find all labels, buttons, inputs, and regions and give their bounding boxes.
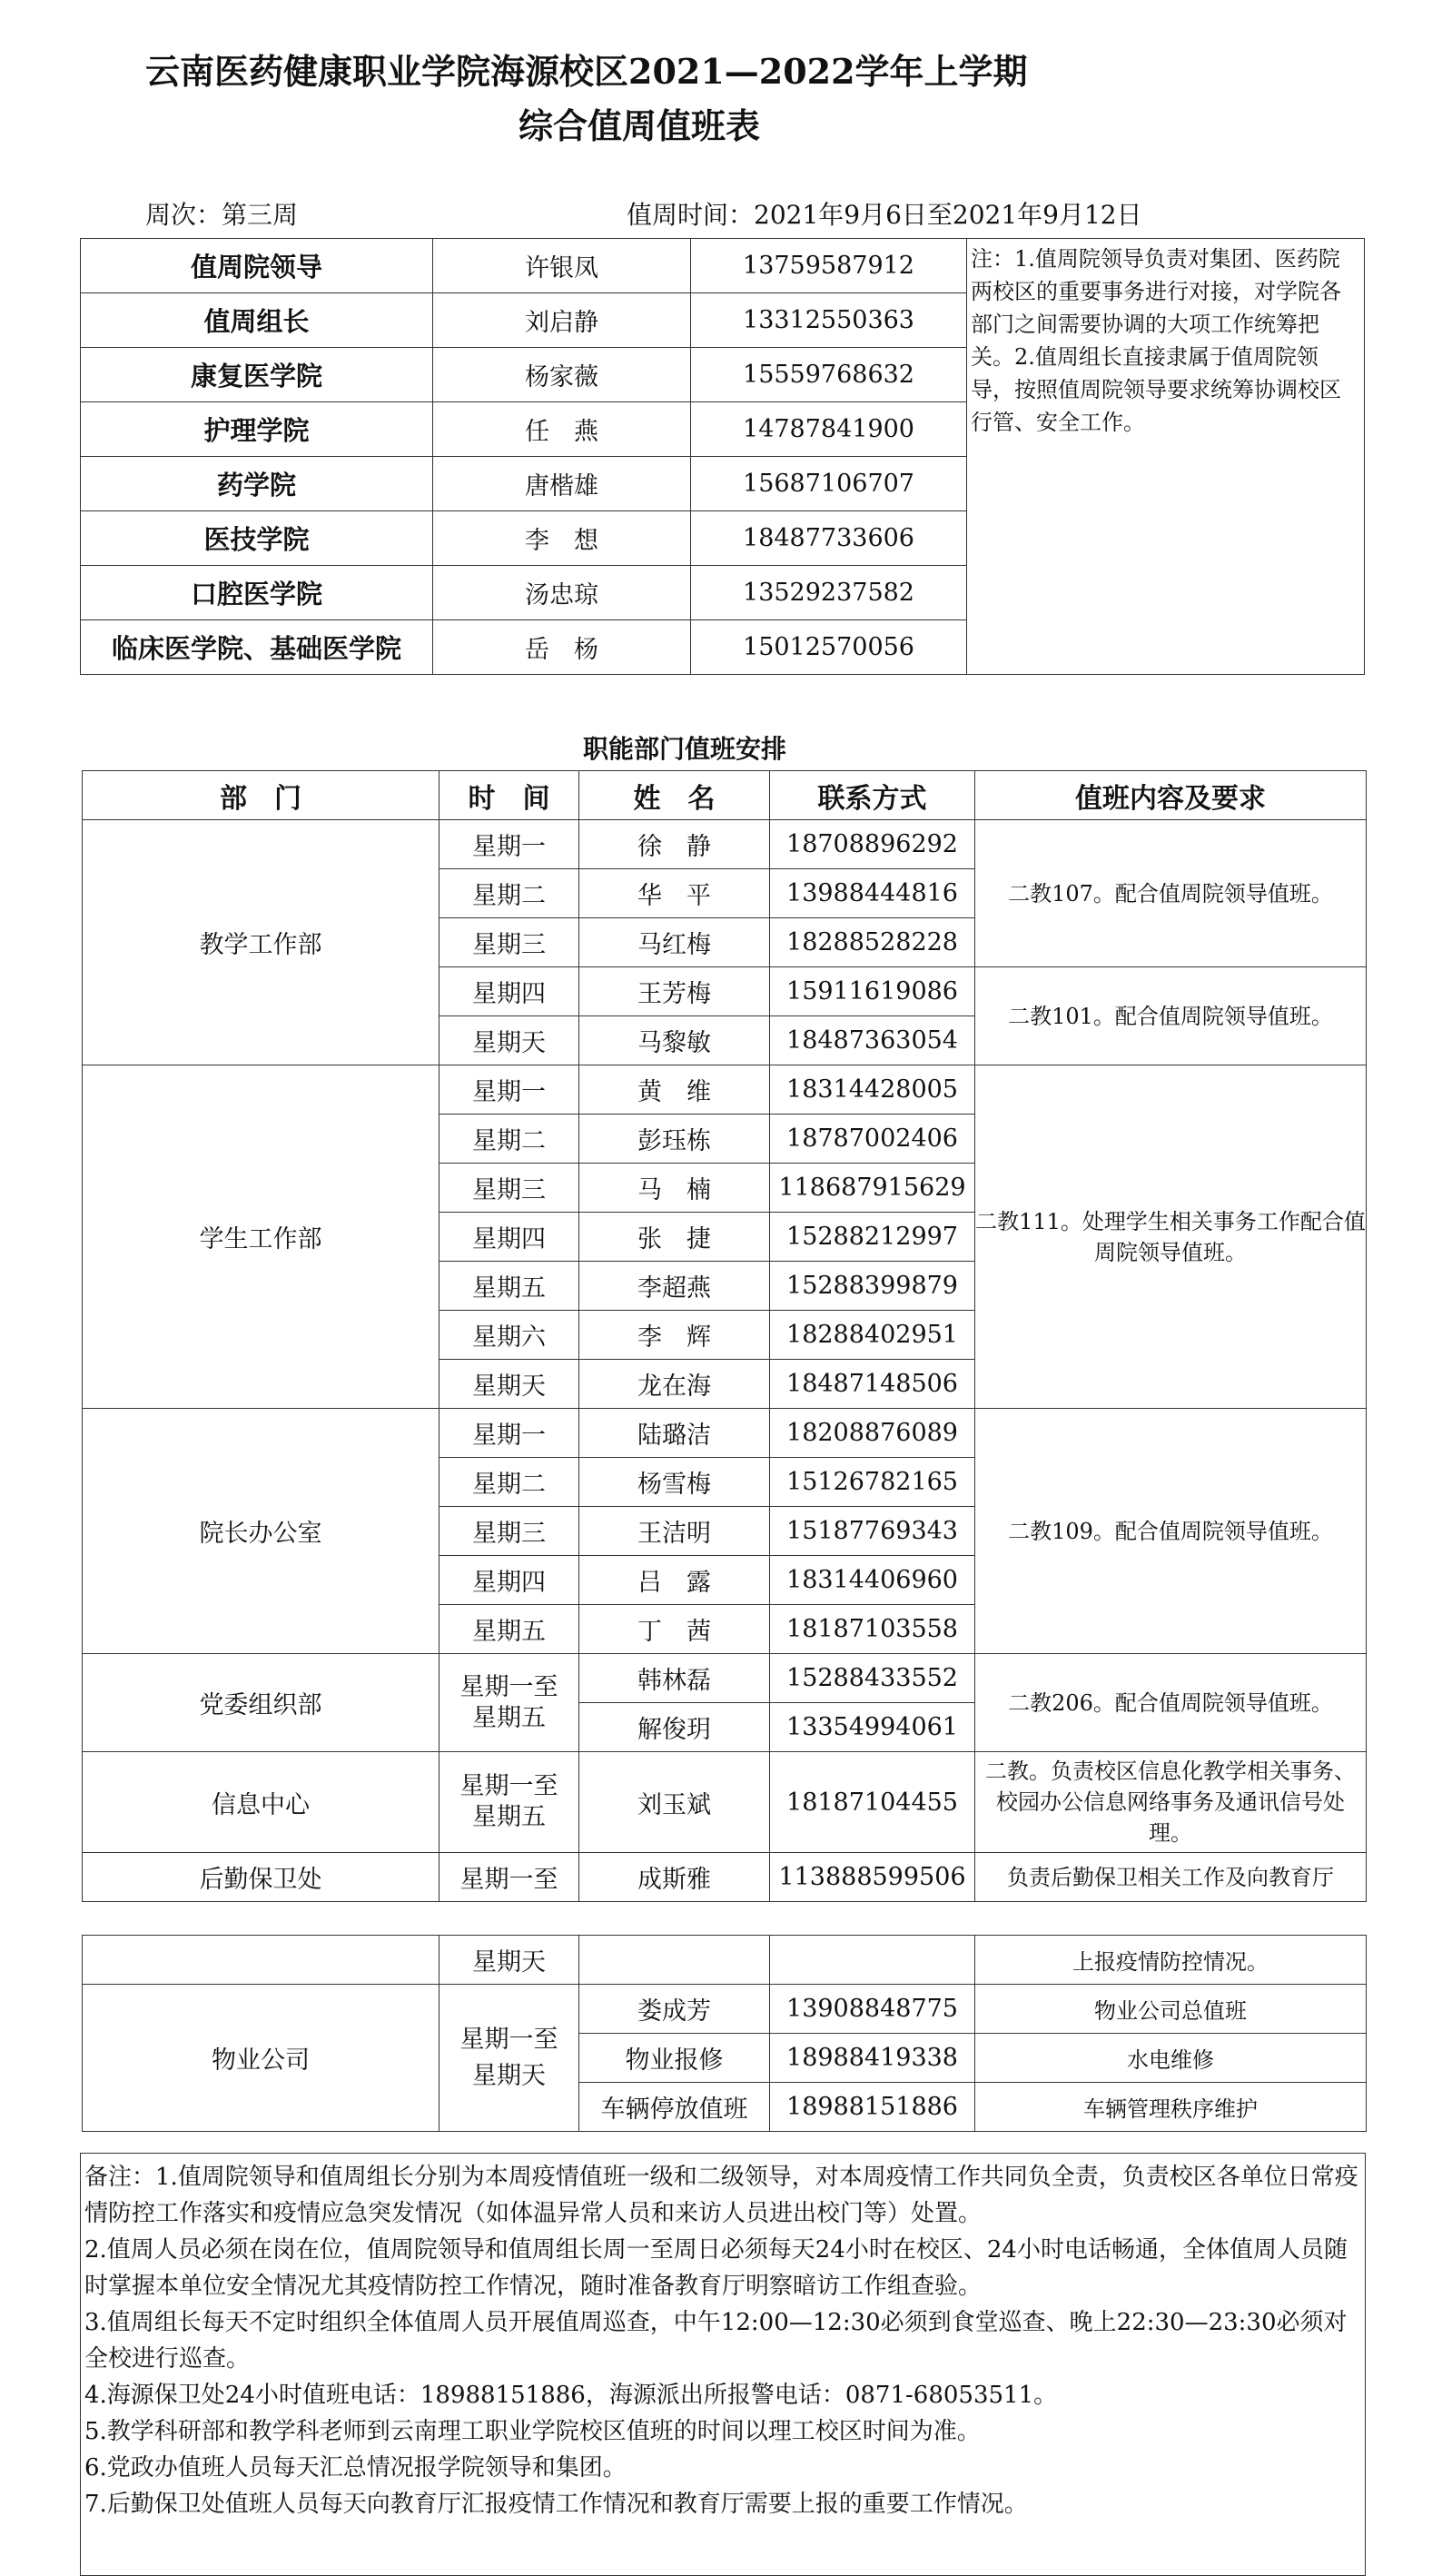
leader-name: 汤忠琼 <box>433 566 691 620</box>
name-cell: 韩林磊 <box>579 1654 770 1703</box>
note-item: 5.教学科研部和教学科老师到云南理工职业学院校区值班的时间以理工校区时间为准。 <box>84 2418 981 2445</box>
table-row <box>83 1654 1367 1703</box>
phone-cell: 18314428005 <box>770 1065 975 1115</box>
table-row <box>83 820 1367 869</box>
leader-name: 刘启静 <box>433 293 691 348</box>
leader-dept: 临床医学院、基础医学院 <box>81 620 433 675</box>
day-cell: 星期三 <box>440 918 579 967</box>
name-cell: 华 平 <box>579 869 770 918</box>
notes-box <box>80 2153 1366 2576</box>
req-cell: 二教101。配合值周院领导值班。 <box>975 967 1367 1065</box>
name-cell: 马 楠 <box>579 1164 770 1213</box>
req-cell: 二教。负责校区信息化教学相关事务、校园办公信息网络事务及通讯信号处理。 <box>975 1752 1367 1853</box>
req-cell: 二教206。配合值周院领导值班。 <box>975 1654 1367 1752</box>
day-cell: 星期五 <box>440 1605 579 1654</box>
day-cell: 星期二 <box>440 1115 579 1164</box>
name-cell: 刘玉斌 <box>579 1752 770 1853</box>
name-cell: 成斯雅 <box>579 1853 770 1902</box>
req-cell: 水电维修 <box>975 2034 1367 2083</box>
leader-dept: 口腔医学院 <box>81 566 433 620</box>
phone-cell: 18988419338 <box>770 2034 975 2083</box>
name-cell: 娄成芳 <box>579 1985 770 2034</box>
leader-name: 唐楷雄 <box>433 457 691 511</box>
req-cell: 物业公司总值班 <box>975 1985 1367 2034</box>
day-cell: 星期六 <box>440 1311 579 1360</box>
leader-dept: 医技学院 <box>81 511 433 566</box>
day-cell: 星期四 <box>440 967 579 1016</box>
header-req: 值班内容及要求 <box>975 771 1367 820</box>
document-subtitle: 综合值周值班表 <box>518 105 760 146</box>
req-cell: 二教107。配合值周院领导值班。 <box>975 820 1367 967</box>
phone-cell: 15911619086 <box>770 967 975 1016</box>
dept-cell: 物业公司 <box>83 1985 440 2132</box>
name-cell: 张 捷 <box>579 1213 770 1262</box>
phone-cell: 18314406960 <box>770 1556 975 1605</box>
table-row <box>83 1853 1367 1902</box>
phone-cell: 18708896292 <box>770 820 975 869</box>
leader-phone: 15687106707 <box>691 457 967 511</box>
note-item: 4.海源保卫处24小时值班电话：18988151886，海源派出所报警电话：0871-68053511。 <box>84 2382 1058 2409</box>
dept-cell: 院长办公室 <box>83 1409 440 1654</box>
header-dept: 部 门 <box>83 771 440 820</box>
phone-cell: 13908848775 <box>770 1985 975 2034</box>
day-cell: 星期一至星期五 <box>440 1752 579 1853</box>
name-cell: 李超燕 <box>579 1262 770 1311</box>
name-cell: 解俊玥 <box>579 1703 770 1752</box>
duty-table <box>82 770 1367 1902</box>
day-cell: 星期一 <box>440 1065 579 1115</box>
week-label: 周次：第三周 <box>145 200 299 230</box>
leader-name: 杨家薇 <box>433 348 691 402</box>
day-cell: 星期四 <box>440 1213 579 1262</box>
phone-cell: 18787002406 <box>770 1115 975 1164</box>
section-title: 职能部门值班安排 <box>582 734 786 764</box>
period-label: 值周时间：2021年9月6日至2021年9月12日 <box>627 200 1142 230</box>
note-item: 6.党政办值班人员每天汇总情况报学院领导和集团。 <box>84 2454 627 2482</box>
req-cell: 上报疫情防控情况。 <box>975 1936 1367 1985</box>
phone-cell: 18288402951 <box>770 1311 975 1360</box>
note-item: 3.值周组长每天不定时组织全体值周人员开展值周巡查，中午12:00—12:30必须到食堂巡查、晚上22:30—23:30必须对全校进行巡查。 <box>84 2309 1348 2373</box>
leader-name: 许银凤 <box>433 239 691 293</box>
leader-dept: 值周组长 <box>81 293 433 348</box>
name-cell: 杨雪梅 <box>579 1458 770 1507</box>
phone-cell: 15288433552 <box>770 1654 975 1703</box>
name-cell: 车辆停放值班 <box>579 2083 770 2132</box>
table-row <box>83 1409 1367 1458</box>
phone-cell: 18208876089 <box>770 1409 975 1458</box>
phone-cell: 15126782165 <box>770 1458 975 1507</box>
phone-cell: 15187769343 <box>770 1507 975 1556</box>
leader-phone: 13759587912 <box>691 239 967 293</box>
name-cell: 马红梅 <box>579 918 770 967</box>
name-cell: 李 辉 <box>579 1311 770 1360</box>
note-item: 7.后勤保卫处值班人员每天向教育厅汇报疫情工作情况和教育厅需要上报的重要工作情况。 <box>84 2491 1028 2518</box>
leader-phone: 13312550363 <box>691 293 967 348</box>
phone-cell: 13988444816 <box>770 869 975 918</box>
document-title: 云南医药健康职业学院海源校区2021—2022学年上学期 <box>145 51 1028 92</box>
name-cell: 王芳梅 <box>579 967 770 1016</box>
header-phone: 联系方式 <box>770 771 975 820</box>
name-cell <box>579 1936 770 1985</box>
phone-cell: 113888599506 <box>770 1853 975 1902</box>
day-cell: 星期天 <box>440 1936 579 1985</box>
day-cell: 星期一至星期五 <box>440 1654 579 1752</box>
leader-phone: 15559768632 <box>691 348 967 402</box>
note-item: 备注：1.值周院领导和值周组长分别为本周疫情值班一级和二级领导，对本周疫情工作共同负全责，负责校区各单位日常疫情防控工作落实和疫情应急突发情况（如体温异常人员和来访人员进出校门等）处置。 <box>84 2164 1358 2227</box>
phone-cell: 18988151886 <box>770 2083 975 2132</box>
table-row <box>83 1936 1367 1985</box>
phone-cell: 18487363054 <box>770 1016 975 1065</box>
dept-cell: 后勤保卫处 <box>83 1853 440 1902</box>
phone-cell: 18187104455 <box>770 1752 975 1853</box>
leader-phone: 15012570056 <box>691 620 967 675</box>
note-item: 2.值周人员必须在岗在位，值周院领导和值周组长周一至周日必须每天24小时在校区、24小时电话畅通，全体值周人员随时掌握本单位安全情况尤其疫情防控工作情况，随时准备教育厅明察暗访工作组查验。 <box>84 2236 1348 2300</box>
leader-dept: 药学院 <box>81 457 433 511</box>
dept-cell: 学生工作部 <box>83 1065 440 1409</box>
name-cell: 陆璐洁 <box>579 1409 770 1458</box>
day-cell: 星期五 <box>440 1262 579 1311</box>
name-cell: 王洁明 <box>579 1507 770 1556</box>
dept-cell <box>83 1936 440 1985</box>
day-cell: 星期二 <box>440 869 579 918</box>
leader-note: 注：1.值周院领导负责对集团、医药院两校区的重要事务进行对接，对学院各部门之间需要协调的大项工作统筹把关。2.值周组长直接隶属于值周院领导，按照值周院领导要求统筹协调校区行管、安全工作。 <box>967 239 1365 675</box>
table-row <box>81 239 1365 293</box>
day-cell: 星期天 <box>440 1360 579 1409</box>
table-row <box>83 1985 1367 2034</box>
name-cell: 丁 茜 <box>579 1605 770 1654</box>
req-cell: 车辆管理秩序维护 <box>975 2083 1367 2132</box>
leader-phone: 13529237582 <box>691 566 967 620</box>
leader-dept: 值周院领导 <box>81 239 433 293</box>
name-cell: 吕 露 <box>579 1556 770 1605</box>
name-cell: 徐 静 <box>579 820 770 869</box>
name-cell: 龙在海 <box>579 1360 770 1409</box>
header-time: 时 间 <box>440 771 579 820</box>
leader-phone: 18487733606 <box>691 511 967 566</box>
leader-dept: 康复医学院 <box>81 348 433 402</box>
dept-cell: 党委组织部 <box>83 1654 440 1752</box>
duty-table-continued <box>82 1935 1367 2132</box>
phone-cell: 118687915629 <box>770 1164 975 1213</box>
dept-cell: 信息中心 <box>83 1752 440 1853</box>
name-cell: 物业报修 <box>579 2034 770 2083</box>
day-cell: 星期一 <box>440 1409 579 1458</box>
leader-phone: 14787841900 <box>691 402 967 457</box>
day-cell: 星期三 <box>440 1507 579 1556</box>
phone-cell: 18288528228 <box>770 918 975 967</box>
day-cell: 星期三 <box>440 1164 579 1213</box>
day-cell: 星期一至 <box>440 1853 579 1902</box>
header-name: 姓 名 <box>579 771 770 820</box>
name-cell: 黄 维 <box>579 1065 770 1115</box>
req-cell: 二教109。配合值周院领导值班。 <box>975 1409 1367 1654</box>
phone-cell: 15288212997 <box>770 1213 975 1262</box>
phone-cell: 13354994061 <box>770 1703 975 1752</box>
day-cell: 星期二 <box>440 1458 579 1507</box>
day-cell: 星期一 <box>440 820 579 869</box>
leaders-table <box>80 238 1365 675</box>
leader-name: 岳 杨 <box>433 620 691 675</box>
leader-name: 任 燕 <box>433 402 691 457</box>
leader-dept: 护理学院 <box>81 402 433 457</box>
day-cell: 星期天 <box>440 1016 579 1065</box>
table-row <box>83 1065 1367 1115</box>
name-cell: 彭珏栋 <box>579 1115 770 1164</box>
leader-name: 李 想 <box>433 511 691 566</box>
day-cell: 星期四 <box>440 1556 579 1605</box>
req-cell: 负责后勤保卫相关工作及向教育厅 <box>975 1853 1367 1902</box>
req-cell: 二教111。处理学生相关事务工作配合值周院领导值班。 <box>975 1065 1367 1409</box>
phone-cell: 15288399879 <box>770 1262 975 1311</box>
table-header-row <box>83 771 1367 820</box>
name-cell: 马黎敏 <box>579 1016 770 1065</box>
phone-cell: 18187103558 <box>770 1605 975 1654</box>
day-cell: 星期一至星期天 <box>440 1985 579 2132</box>
table-row <box>83 1752 1367 1853</box>
phone-cell <box>770 1936 975 1985</box>
dept-cell: 教学工作部 <box>83 820 440 1065</box>
phone-cell: 18487148506 <box>770 1360 975 1409</box>
